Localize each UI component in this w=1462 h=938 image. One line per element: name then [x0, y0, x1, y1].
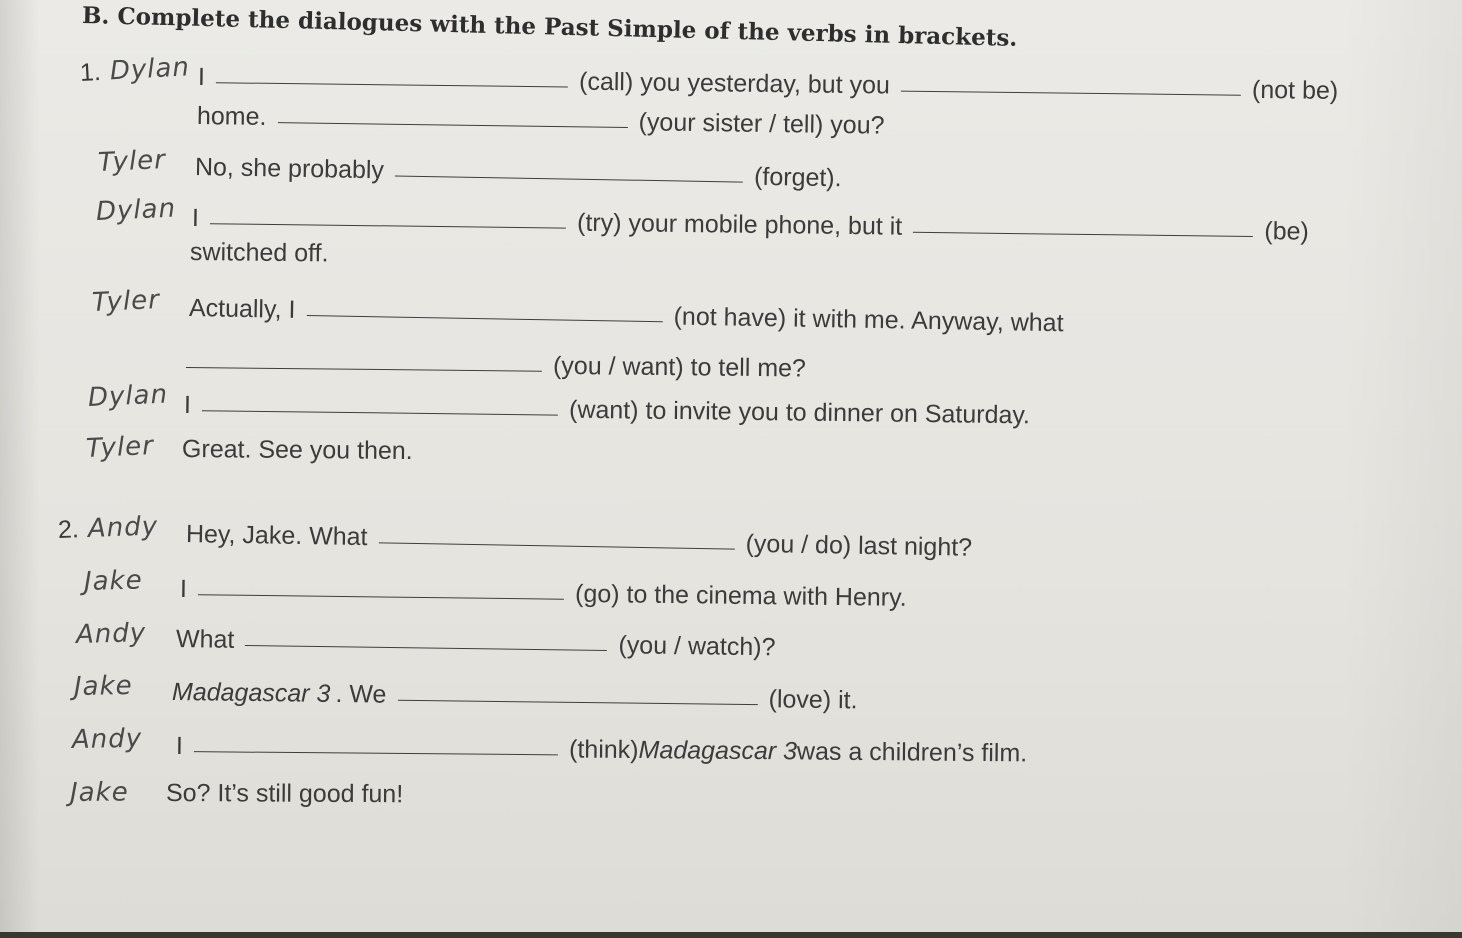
line-text: (you / do) last night?	[745, 529, 973, 562]
speaker-group	[97, 145, 166, 178]
line-text: (forget).	[753, 162, 842, 193]
speaker-name: Tyler	[91, 285, 161, 318]
speaker-group	[84, 565, 143, 597]
dialogue-line	[186, 515, 973, 563]
line-text: was a children’s film.	[796, 737, 1028, 768]
answer-blank[interactable]	[901, 67, 1241, 96]
speaker-name: Tyler	[97, 145, 167, 178]
line-text: (try) your mobile phone, but it	[576, 208, 903, 241]
answer-blank[interactable]	[378, 518, 734, 549]
answer-blank[interactable]	[395, 151, 743, 182]
answer-blank[interactable]	[210, 199, 566, 228]
line-text: (not be)	[1251, 75, 1339, 105]
speaker-group	[95, 194, 176, 227]
answer-blank[interactable]	[202, 386, 558, 415]
answer-blank[interactable]	[194, 727, 558, 755]
line-text: Hey, Jake. What	[185, 520, 368, 552]
speaker-name: Jake	[69, 777, 129, 808]
dialogue-line	[184, 386, 1030, 430]
dialogue-number: 2.	[57, 515, 80, 544]
line-text: (love) it.	[768, 685, 858, 715]
dialogue-line	[195, 148, 842, 193]
speaker-name: Andy	[87, 511, 159, 544]
answer-blank[interactable]	[913, 208, 1253, 237]
answer-blank[interactable]	[216, 58, 568, 87]
answer-blank[interactable]	[277, 98, 627, 128]
speaker-group	[76, 618, 147, 650]
line-text: (be)	[1264, 217, 1310, 246]
dialogue-line	[197, 97, 885, 141]
line-text: I	[197, 63, 206, 92]
line-text: Actually, I	[188, 294, 296, 324]
line-text: (you / watch)?	[618, 631, 776, 662]
speaker-name: Dylan	[109, 52, 191, 87]
line-text: . We	[335, 679, 387, 709]
speaker-group	[85, 431, 154, 464]
line-text: (think)	[568, 735, 639, 765]
speaker-group	[87, 380, 168, 413]
dialogue-line	[186, 343, 806, 383]
line-text: Great. See you then.	[181, 435, 413, 466]
line-text: (you / want) to tell me?	[552, 351, 807, 383]
line-text: (not have) it with me. Anyway, what	[673, 302, 1064, 338]
line-text: home.	[196, 102, 267, 131]
speaker-name: Dylan	[95, 193, 177, 227]
answer-blank[interactable]	[397, 676, 757, 705]
speaker-group	[70, 777, 129, 808]
line-text: I	[183, 391, 192, 420]
dialogue-line	[192, 199, 1309, 247]
speaker-name: Tyler	[85, 431, 155, 464]
dialogue-number-1-group	[79, 52, 190, 88]
answer-blank[interactable]	[306, 291, 662, 322]
answer-blank[interactable]	[186, 343, 542, 372]
speaker-name: Jake	[83, 565, 144, 597]
speaker-name: Dylan	[87, 379, 169, 413]
film-title: Madagascar 3	[171, 678, 331, 708]
dialogue-line	[166, 779, 403, 809]
line-text: (go) to the cinema with Henry.	[574, 579, 907, 612]
dialogue-number-2-group	[57, 512, 158, 545]
line-text: I	[179, 575, 188, 604]
dialogue-line	[182, 435, 413, 466]
line-text: (your sister / tell) you?	[638, 108, 885, 140]
speaker-group	[72, 724, 143, 755]
speaker-name: Andy	[75, 618, 147, 650]
line-text: I	[191, 204, 200, 233]
speaker-name: Andy	[71, 723, 143, 755]
speaker-group	[91, 285, 160, 318]
dialogue-line	[180, 570, 907, 613]
answer-blank[interactable]	[245, 621, 607, 651]
dialogue-line	[172, 673, 858, 715]
line-text: No, she probably	[194, 153, 385, 185]
dialogue-line	[176, 620, 776, 662]
line-text: I	[175, 732, 184, 761]
line-text: switched off.	[189, 238, 329, 268]
line-text: (want) to invite you to dinner on Saturday.	[568, 395, 1031, 430]
exercise-heading: B. Complete the dialogues with the Past Simple of the verbs in brackets.	[81, 2, 1018, 52]
dialogue-line	[176, 727, 1027, 768]
speaker-name: Jake	[73, 670, 133, 702]
dialogue-line	[189, 289, 1064, 338]
dialogue-line	[190, 238, 329, 268]
line-text: So? It’s still good fun!	[165, 779, 404, 809]
dialogue-number: 1.	[79, 57, 102, 87]
answer-blank[interactable]	[198, 570, 564, 599]
line-text: (call) you yesterday, but you	[578, 67, 891, 100]
film-title: Madagascar 3	[638, 736, 798, 766]
speaker-group	[74, 671, 133, 702]
line-text: What	[175, 625, 235, 654]
